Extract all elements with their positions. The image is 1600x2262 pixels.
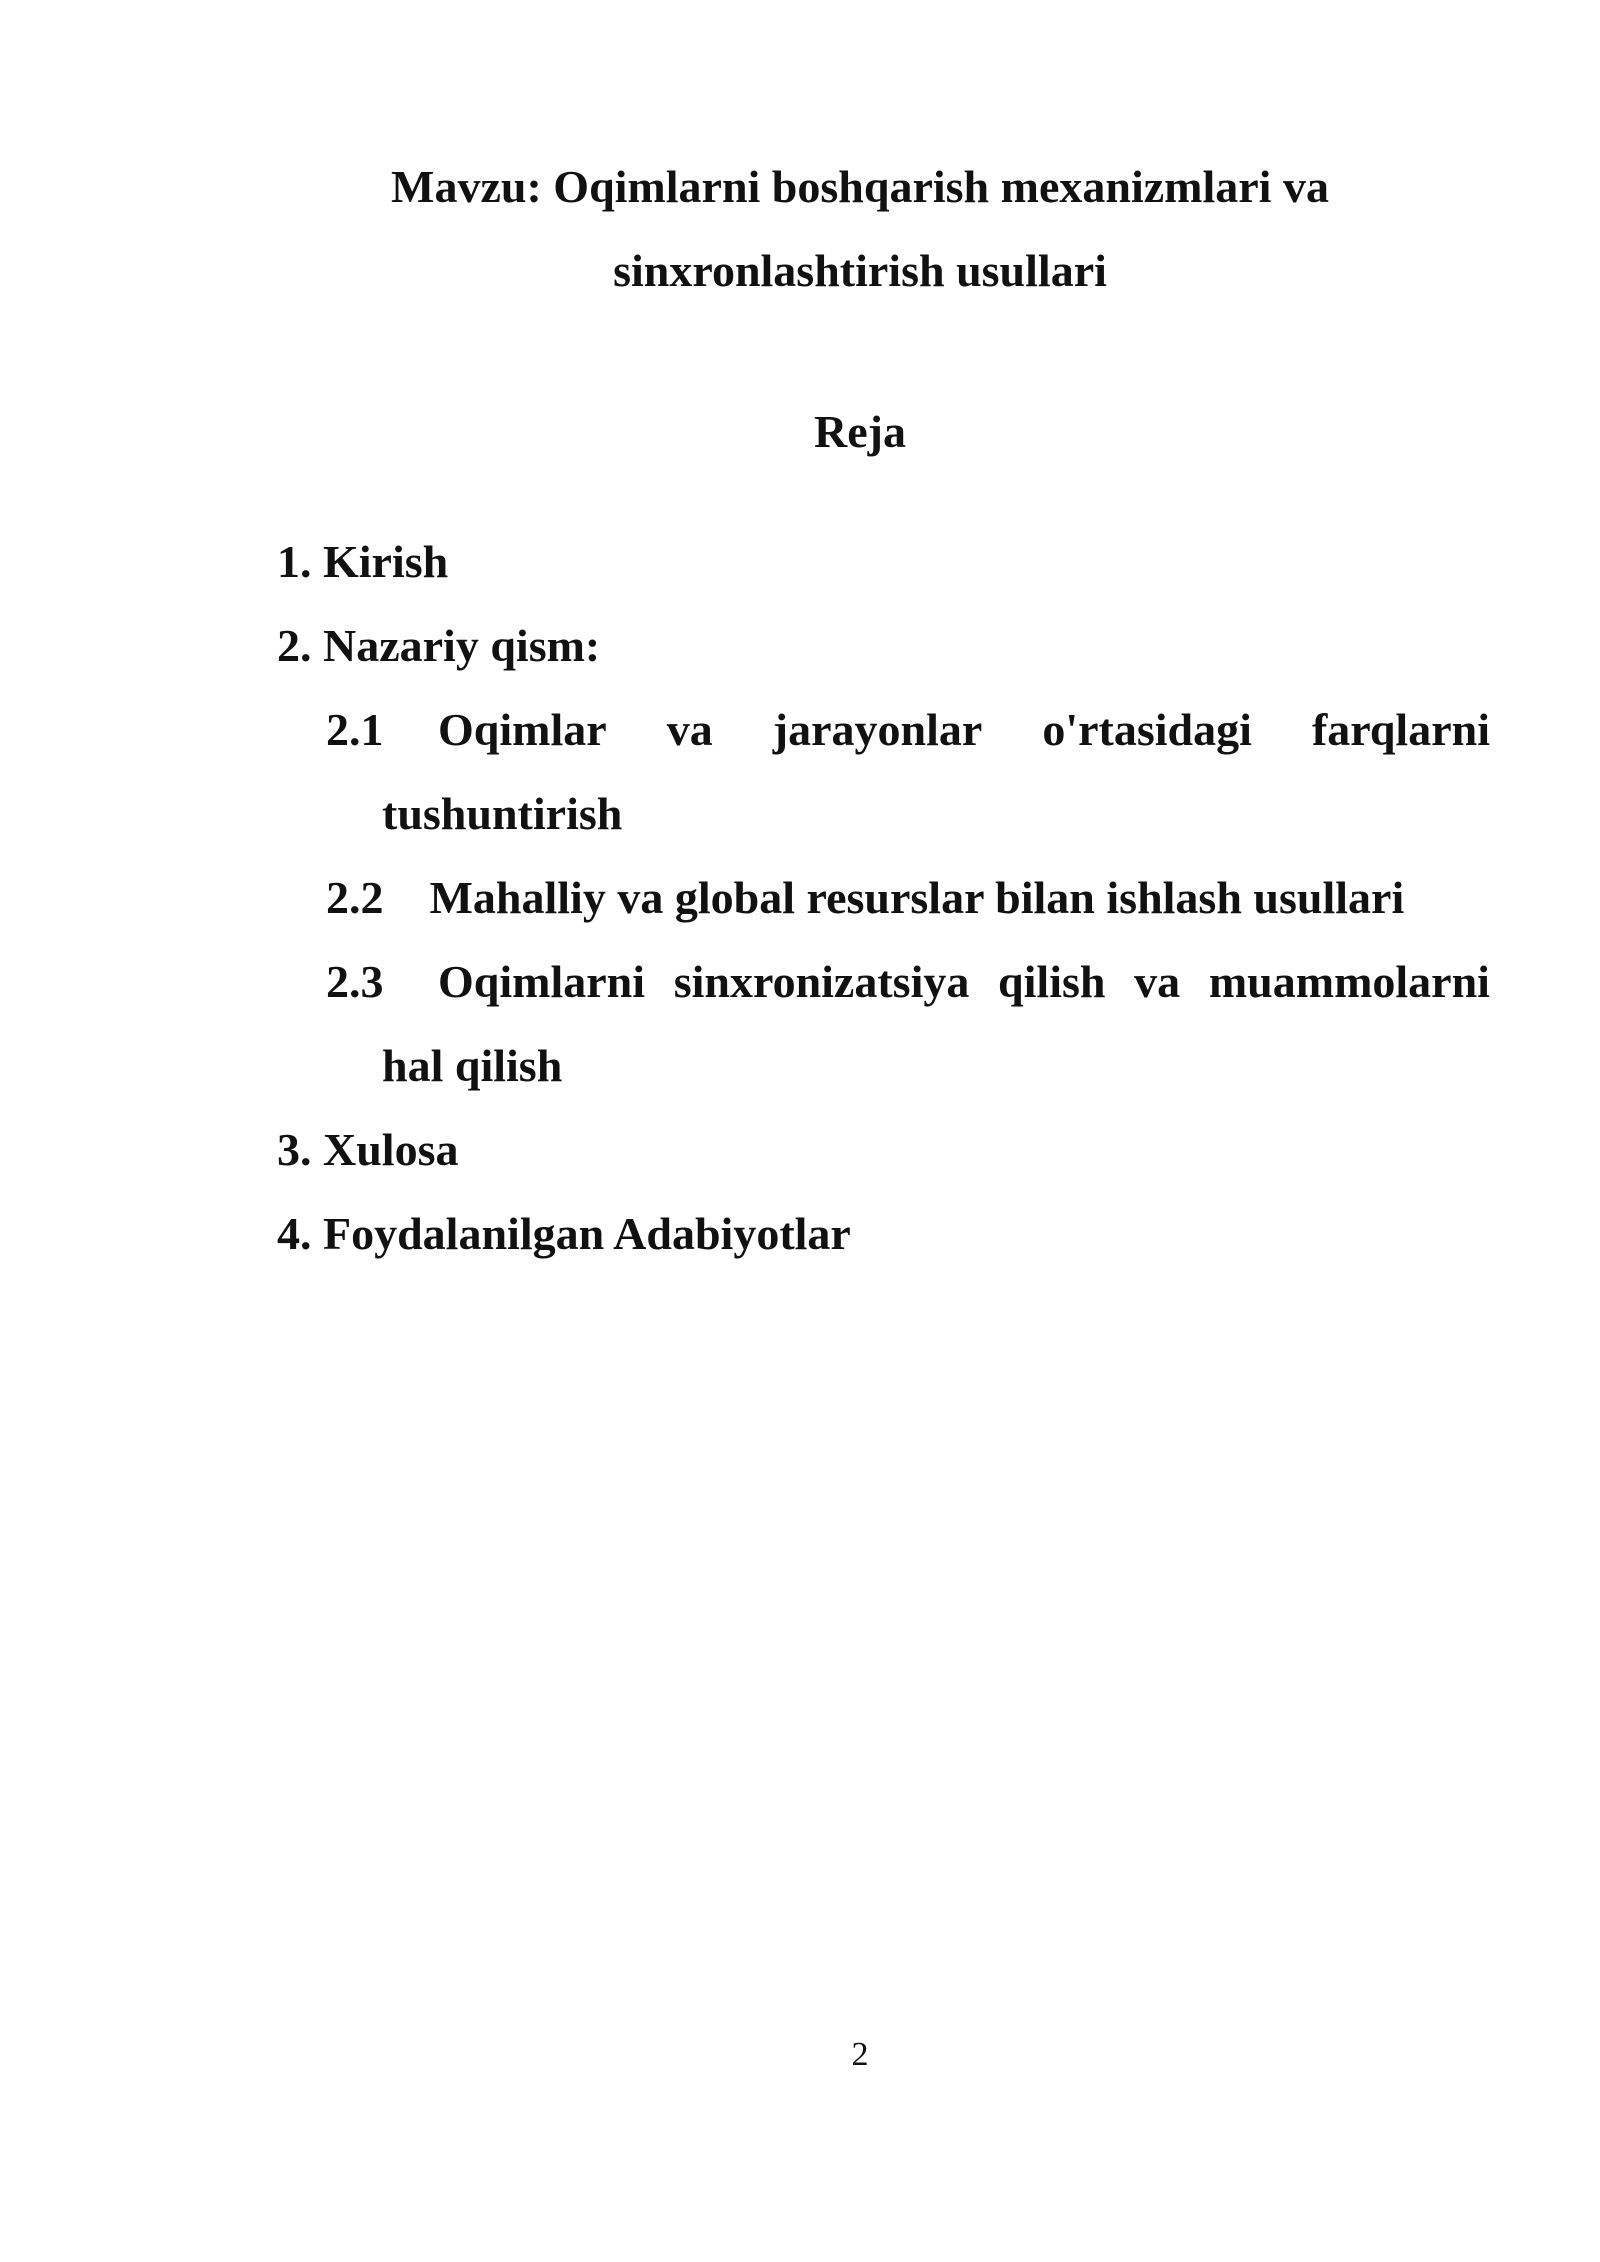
toc-word: o'rtasidagi — [1042, 704, 1252, 755]
toc-word: Oqimlarni — [438, 956, 646, 1007]
toc-word: sinxronizatsiya — [673, 956, 970, 1007]
toc-word: va — [666, 704, 713, 755]
page-number: 2 — [851, 2036, 869, 2073]
table-of-contents — [277, 520, 1490, 1276]
toc-subitem-number: 2.1 — [326, 704, 384, 755]
toc-word: farqlarni — [1311, 704, 1490, 755]
toc-item-theory: 2. Nazariy qism: — [277, 620, 601, 671]
toc-word: muammolarni — [1208, 956, 1490, 1007]
toc-word: Oqimlar — [438, 704, 607, 755]
toc-subitem-2-1-continuation: tushuntirish — [382, 788, 623, 839]
title-line-1: Mavzu: Oqimlarni boshqarish mexanizmlari va — [391, 161, 1329, 212]
toc-subitem-number: 2.3 — [326, 956, 384, 1007]
toc-subitem-text — [438, 940, 1490, 1024]
plan-heading: Reja — [814, 406, 906, 457]
title-line-2: sinxronlashtirish usullari — [613, 245, 1107, 296]
toc-subitem-text — [438, 688, 1490, 772]
toc-subitem-text: Mahalliy va global resurslar bilan ishlash usullari — [429, 872, 1405, 923]
toc-word: va — [1134, 956, 1181, 1007]
toc-subitem-number: 2.2 — [326, 872, 384, 923]
toc-word: jarayonlar — [772, 704, 983, 755]
document-title — [270, 145, 1450, 313]
toc-subitem-2-3 — [326, 940, 1490, 1024]
toc-subitem-2-3-continuation: hal qilish — [382, 1040, 563, 1091]
toc-item-conclusion: 3. Xulosa — [277, 1124, 459, 1175]
toc-word: qilish — [998, 956, 1106, 1007]
toc-subitem-2-2 — [326, 856, 1490, 940]
toc-item-introduction: 1. Kirish — [277, 536, 449, 587]
toc-subitem-2-1 — [326, 688, 1490, 772]
toc-item-references: 4. Foydalanilgan Adabiyotlar — [277, 1208, 851, 1259]
